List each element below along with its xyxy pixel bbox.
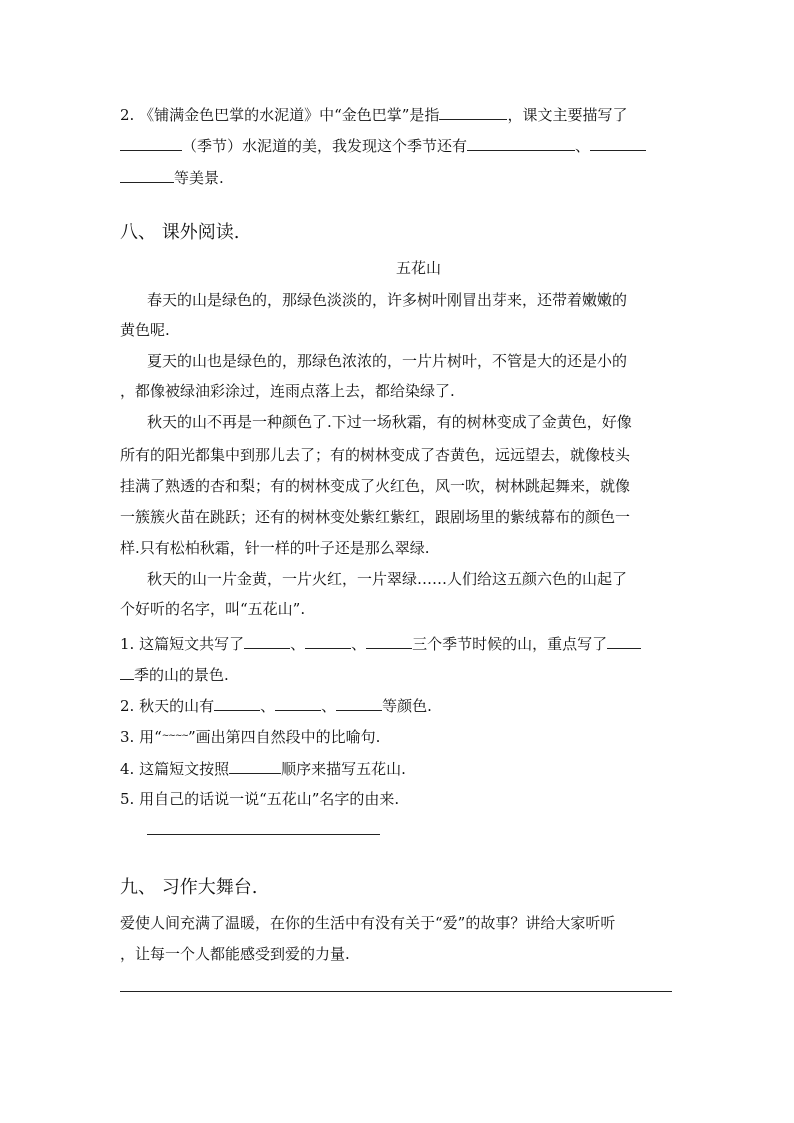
question-text: 秋天的山有 — [139, 697, 215, 715]
separator: 、 — [260, 697, 276, 715]
passage-line: 黄色呢. — [120, 321, 170, 339]
passage-line: 所有的阳光都集中到那儿去了；有的树林变成了杏黄色，远远望去，就像枝头 — [120, 446, 631, 464]
question-text: 等美景. — [174, 169, 224, 187]
separator: 、 — [290, 635, 306, 653]
question-number: 3. — [120, 728, 135, 746]
passage-line: 一簇簇火苗在跳跃；还有的树林变处紫红紫红，跟剧场里的紫绒幕布的颜色一 — [120, 508, 631, 526]
writing-answer-line[interactable] — [120, 991, 672, 992]
passage-line: 秋天的山不再是一种颜色了.下过一场秋霜，有的树林变成了金黄色，好像 — [147, 413, 632, 431]
answer-blank[interactable] — [336, 695, 382, 711]
passage-title: 五花山 — [396, 259, 442, 277]
question-text: 《铺满金色巴掌的水泥道》中“金色巴掌”是指 — [139, 106, 440, 124]
answer-blank[interactable] — [607, 633, 641, 649]
passage-line: 春天的山是绿色的，那绿色淡淡的，许多树叶刚冒出芽来，还带着嫩嫩的 — [147, 291, 628, 309]
answer-blank[interactable] — [120, 135, 182, 151]
question-number: 5. — [120, 790, 135, 808]
separator: 、 — [321, 697, 337, 715]
answer-blank[interactable] — [244, 633, 290, 649]
passage-line: ，都像被绿油彩涂过，连雨点落上去，都给染绿了. — [120, 382, 455, 400]
question-text: 季的山的景色. — [134, 666, 229, 684]
answer-blank[interactable] — [439, 104, 507, 120]
writing-prompt-line: 爱使人间充满了温暖，在你的生活中有没有关于“爱”的故事？讲给大家听听 — [120, 914, 616, 932]
reading-question-1-line2 — [120, 664, 229, 685]
separator: 、 — [351, 635, 367, 653]
question-number: 1. — [120, 635, 135, 653]
question-text: 这篇短文按照 — [139, 760, 230, 778]
question-number: 2. — [120, 106, 135, 124]
wavy-line-symbol: ~~~~ — [161, 731, 188, 741]
passage-line: 个好听的名字，叫“五花山”. — [120, 600, 306, 618]
answer-blank[interactable] — [590, 135, 646, 151]
answer-blank[interactable] — [366, 633, 412, 649]
fill-question-2-line2 — [120, 135, 646, 156]
question-text: 三个季节时候的山，重点写了 — [412, 635, 608, 653]
reading-question-5 — [120, 789, 399, 809]
answer-blank[interactable] — [229, 758, 281, 774]
passage-line: 夏天的山也是绿色的，那绿色浓浓的，一片片树叶，不管是大的还是小的 — [147, 352, 628, 370]
passage-line: 秋天的山一片金黄，一片火红，一片翠绿……人们给这五颜六色的山起了 — [147, 570, 628, 588]
question-text: 等颜色. — [382, 697, 432, 715]
question-text: ，课文主要描写了 — [507, 106, 628, 124]
question-text: 用自己的话说一说“五花山”名字的由来. — [139, 790, 400, 808]
writing-prompt-line: ，让每一个人都能感受到爱的力量. — [120, 945, 350, 963]
answer-blank[interactable] — [214, 695, 260, 711]
reading-question-4 — [120, 758, 406, 779]
answer-line[interactable] — [147, 834, 380, 835]
reading-question-2 — [120, 695, 432, 716]
question-text: （季节）水泥道的美，我发现这个季节还有 — [182, 137, 468, 155]
question-text: 这篇短文共写了 — [139, 635, 245, 653]
answer-blank[interactable] — [120, 167, 174, 183]
answer-blank[interactable] — [275, 695, 321, 711]
section-heading: 八、 课外阅读. — [120, 222, 240, 243]
passage-line: 挂满了熟透的杏和梨；有的树林变成了火红色，风一吹，树林跳起舞来，就像 — [120, 477, 631, 495]
reading-question-1 — [120, 633, 641, 654]
answer-blank[interactable] — [120, 664, 134, 680]
fill-question-2-line3 — [120, 167, 224, 188]
section-heading: 九、 习作大舞台. — [120, 877, 258, 898]
question-text: ”画出第四自然段中的比喻句. — [187, 728, 381, 746]
reading-question-3 — [120, 726, 380, 747]
question-text: 用“ — [139, 728, 162, 746]
answer-blank[interactable] — [467, 135, 575, 151]
separator: 、 — [575, 137, 591, 155]
question-number: 2. — [120, 697, 135, 715]
question-number: 4. — [120, 760, 135, 778]
question-text: 顺序来描写五花山. — [281, 760, 406, 778]
passage-line: 样.只有松柏秋霜，针一样的叶子还是那么翠绿. — [120, 539, 430, 557]
fill-question-2 — [120, 104, 627, 125]
answer-blank[interactable] — [305, 633, 351, 649]
